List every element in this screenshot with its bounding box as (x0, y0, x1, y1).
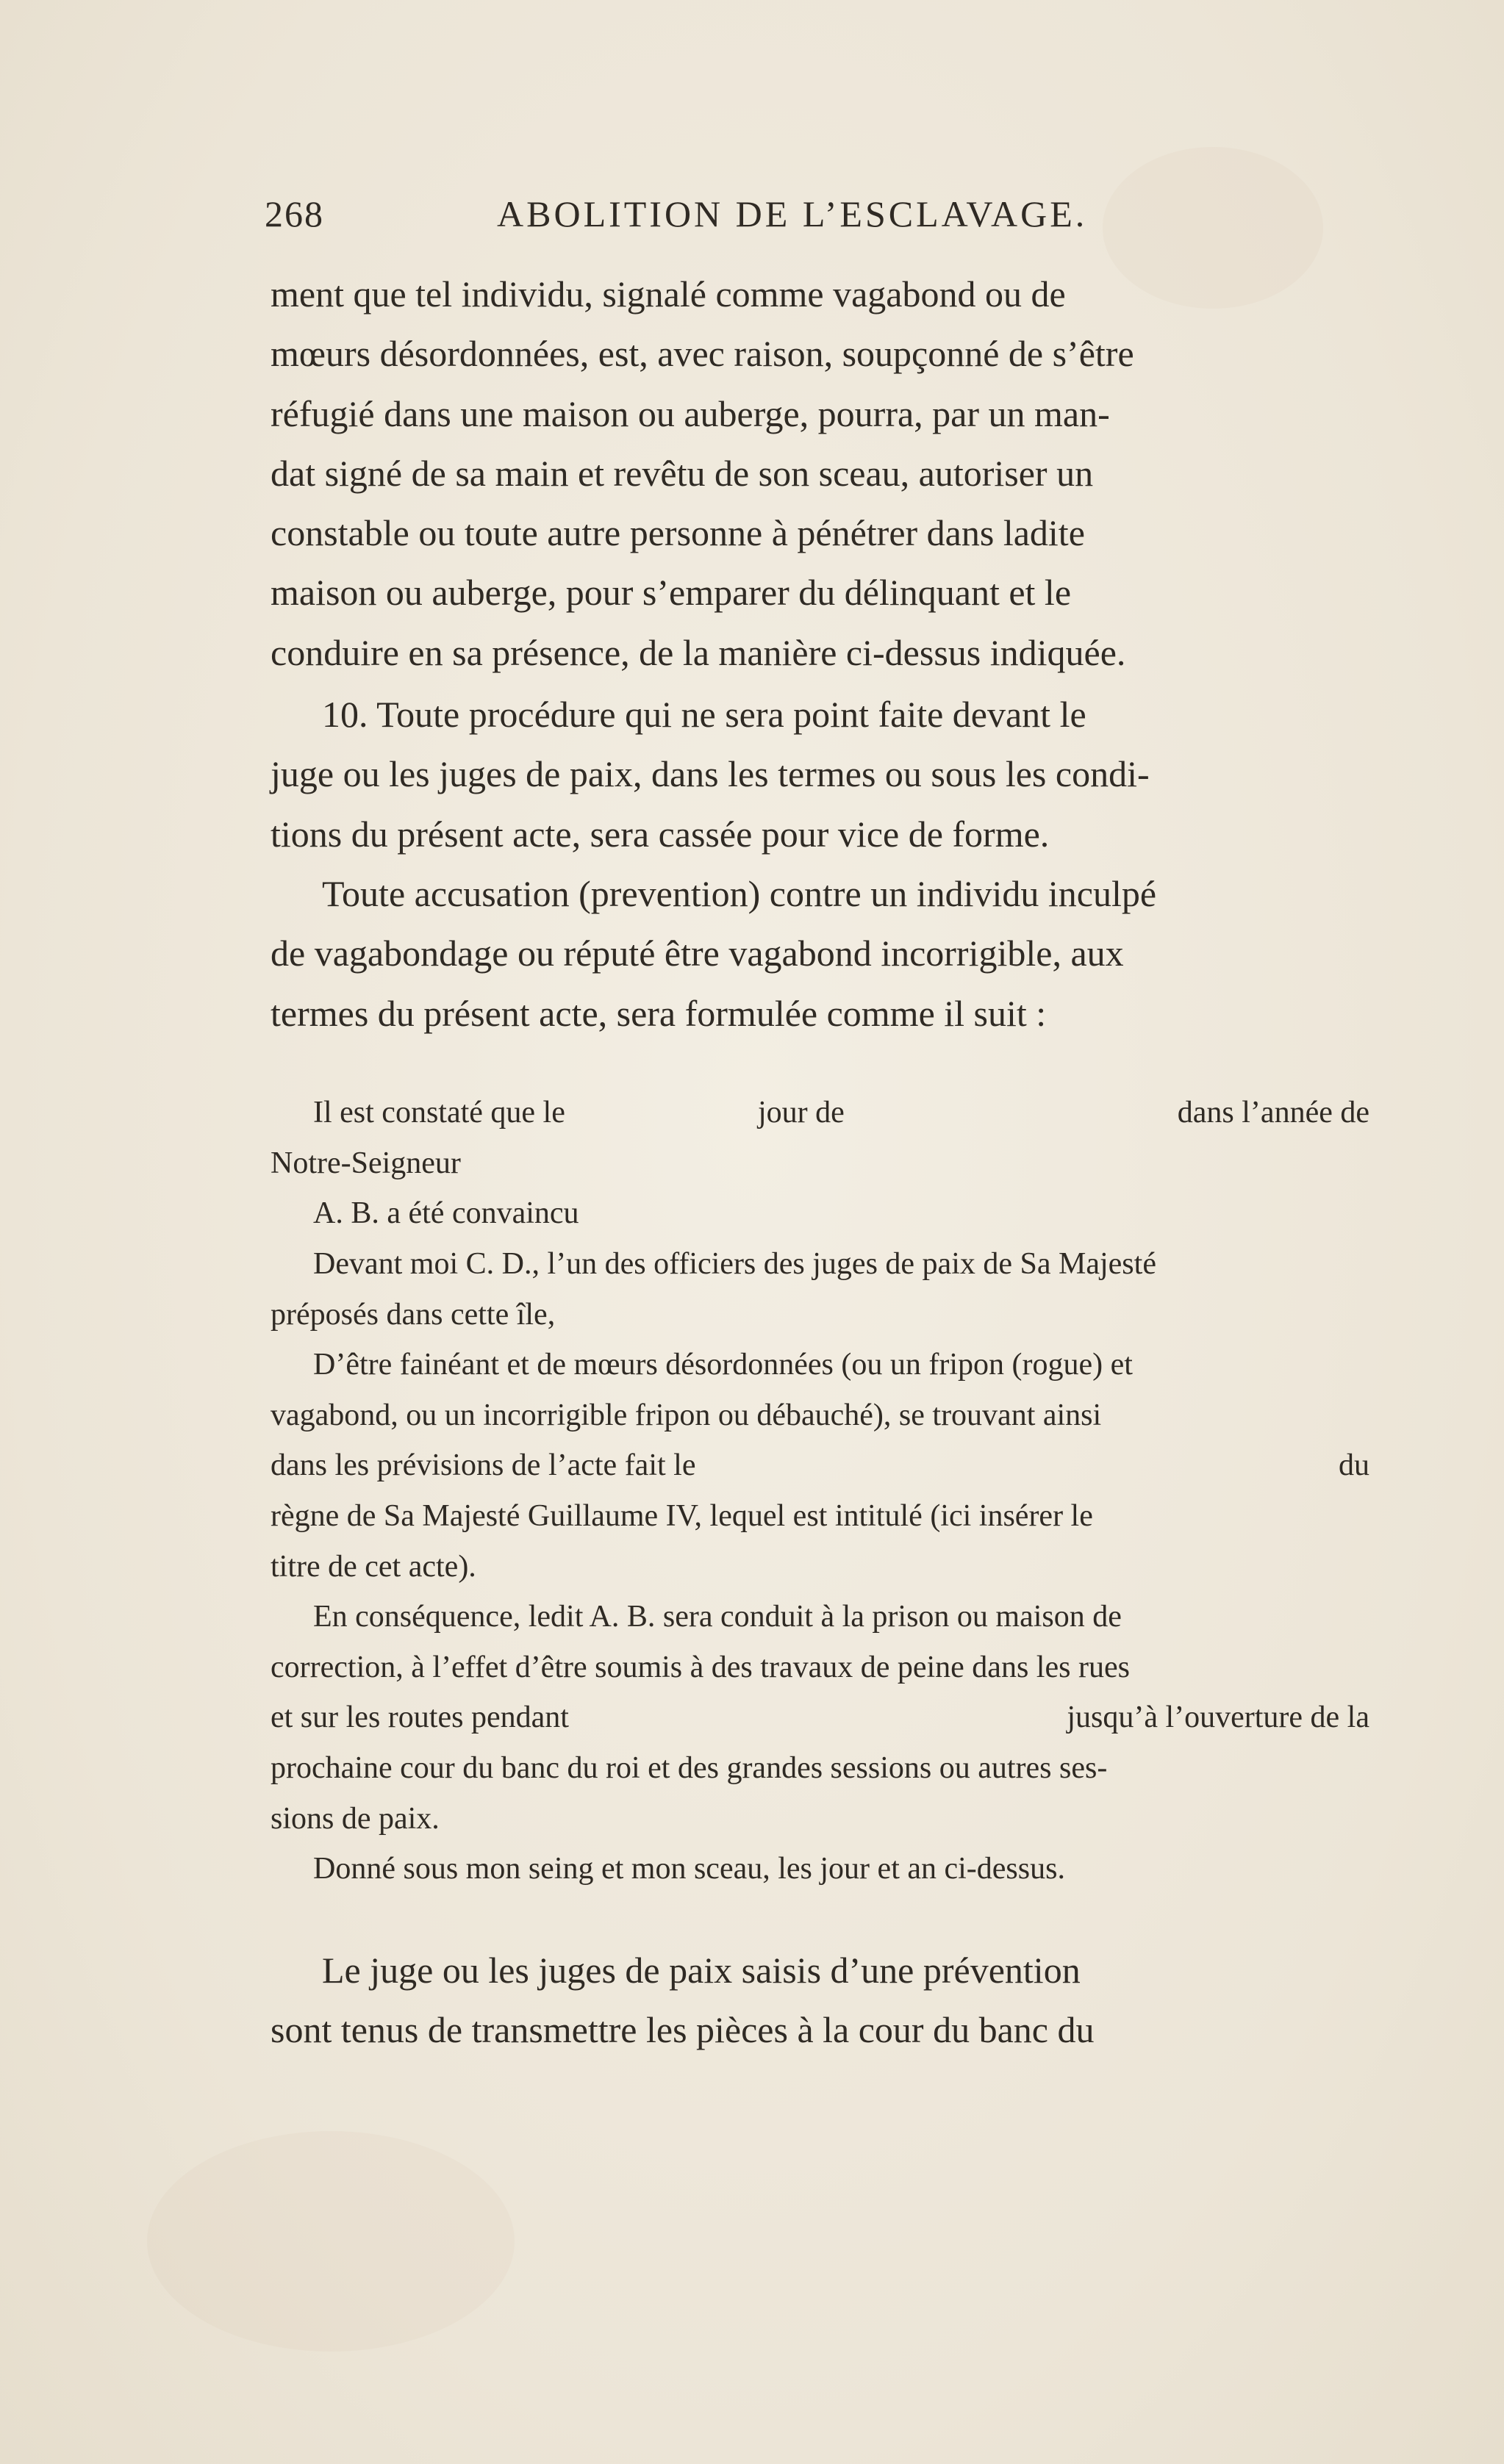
form-text: A. B. a été convaincu (313, 1196, 579, 1231)
form-line (271, 1138, 1369, 1189)
form-body-3 (271, 1743, 1369, 1894)
form-line (271, 1088, 1369, 1138)
paragraph-continuation (271, 265, 1369, 683)
form-line (271, 1692, 1369, 1743)
accusation-paragraph (271, 864, 1369, 1044)
final-paragraph (271, 1941, 1369, 2061)
form-text: dans l’année de (1177, 1096, 1369, 1129)
text-line: sont tenus de transmettre les pièces à la cour du banc du (271, 2009, 1095, 2051)
text-line: tions du présent acte, sera cassée pour vice de forme. (271, 813, 1050, 855)
form-body-2 (271, 1491, 1369, 1692)
form-line (271, 1440, 1369, 1491)
form-text: titre de cet acte). (271, 1549, 476, 1584)
form-text: jour de (758, 1096, 845, 1129)
form-period-line (271, 1692, 1369, 1743)
form-text: sions de paix. (271, 1801, 440, 1836)
form-text: Donné sous mon seing et mon sceau, les jour et an ci-dessus. (313, 1852, 1065, 1886)
form-text: jusqu’à l’ouverture de la (1067, 1700, 1369, 1734)
form-text: préposés dans cette île, (271, 1297, 556, 1332)
text-line: juge ou les juges de paix, dans les termes ou sous les condi- (271, 753, 1150, 795)
text-line: Toute accusation (prevention) contre un individu inculpé (322, 873, 1157, 914)
form-text: dans les prévisions de l’acte fait le (271, 1448, 696, 1482)
form-body (271, 1239, 1369, 1440)
text-line: 10. Toute procédure qui ne sera point faite devant le (322, 694, 1086, 735)
text-line: constable ou toute autre personne à pénétrer dans ladite (271, 512, 1085, 554)
form-text: En conséquence, ledit A. B. sera conduit à la prison ou maison de (313, 1600, 1122, 1634)
text-line: dat signé de sa main et revêtu de son sceau, autoriser un (271, 452, 1094, 494)
form-text: Notre-Seigneur (271, 1146, 461, 1180)
form-text: Devant moi C. D., l’un des officiers des juges de paix de Sa Majesté (313, 1247, 1156, 1281)
form-text: du (1339, 1448, 1369, 1482)
text-line: maison ou auberge, pour s’emparer du délinquant et le (271, 572, 1072, 614)
form-text: vagabond, ou un incorrigible fripon ou débauché), se trouvant ainsi (271, 1398, 1102, 1432)
running-title: ABOLITION DE L’ESCLAVAGE. (497, 193, 1088, 234)
text-line: de vagabondage ou réputé être vagabond incorrigible, aux (271, 933, 1124, 974)
form-line (271, 1188, 1369, 1239)
text-line: réfugié dans une maison ou auberge, pourra, par un man- (271, 392, 1110, 434)
form-act-line (271, 1440, 1369, 1491)
form-text: correction, à l’effet d’être soumis à des travaux de peine dans les rues (271, 1650, 1130, 1684)
form-text: D’être fainéant et de mœurs désordonnées (ou un fripon (rogue) et (313, 1348, 1133, 1382)
form-text: règne de Sa Majesté Guillaume IV, lequel est intitulé (ici insérer le (271, 1499, 1093, 1533)
article-10 (271, 685, 1369, 864)
form-text: prochaine cour du banc du roi et des grandes sessions ou autres ses- (271, 1751, 1108, 1785)
text-line: Le juge ou les juges de paix saisis d’une prévention (322, 1950, 1081, 1991)
page-number: 268 (265, 193, 324, 234)
text-line: mœurs désordonnées, est, avec raison, soupçonné de s’être (271, 333, 1134, 375)
page-header (265, 193, 1378, 244)
text-line: ment que tel individu, signalé comme vagabond ou de (271, 273, 1066, 315)
paper-stain (147, 2131, 515, 2352)
text-line: termes du présent acte, sera formulée comme il suit : (271, 992, 1047, 1034)
accusation-form (271, 1088, 1369, 1239)
form-text: et sur les routes pendant (271, 1700, 569, 1734)
text-line: conduire en sa présence, de la manière ci-dessus indiquée. (271, 631, 1126, 673)
form-text: Il est constaté que le (313, 1096, 565, 1129)
